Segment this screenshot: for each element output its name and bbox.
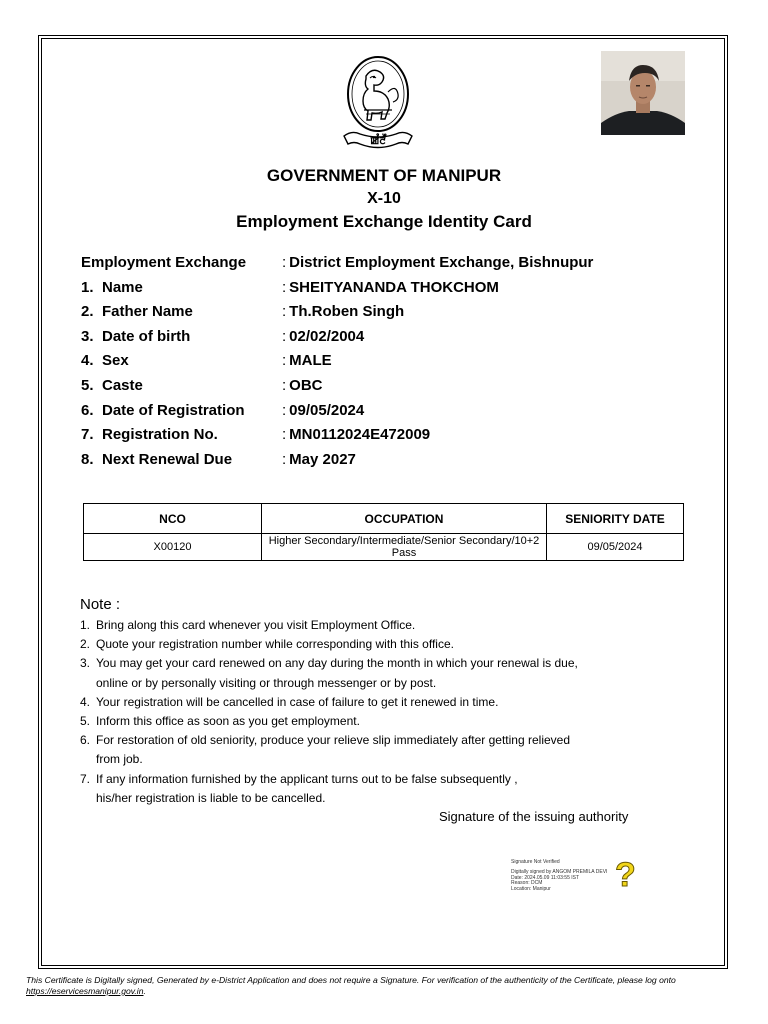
list-item bbox=[80, 693, 680, 712]
government-heading: GOVERNMENT OF MANIPUR bbox=[266, 166, 502, 185]
item-text-continued: online or by personally visiting or through messenger or by post. bbox=[96, 675, 437, 690]
field-label: Employment Exchange bbox=[81, 254, 247, 271]
field-value: MN0112024E472009 bbox=[289, 426, 431, 444]
field-name bbox=[81, 279, 721, 304]
cell-seniority-date: 09/05/2024 bbox=[547, 534, 684, 561]
signature-detail: Location: Manipur bbox=[511, 886, 551, 893]
details-list bbox=[81, 254, 721, 475]
signature-detail: Reason: DCM bbox=[511, 880, 543, 887]
field-number: 5. bbox=[81, 376, 94, 394]
note-list bbox=[80, 616, 680, 808]
cell-occupation: Higher Secondary/Intermediate/Senior Secondary/10+2 Pass bbox=[262, 534, 547, 561]
field-value: SHEITYANANDA THOKCHOM bbox=[289, 278, 499, 296]
field-label: Name bbox=[102, 278, 143, 296]
item-number: 7. bbox=[80, 771, 91, 786]
list-item bbox=[80, 616, 680, 635]
field-label: Registration No. bbox=[102, 426, 218, 444]
field-caste bbox=[81, 377, 721, 402]
field-number: 7. bbox=[81, 426, 94, 444]
signature-authority-label: Signature of the issuing authority bbox=[439, 809, 629, 824]
field-number: 2. bbox=[81, 303, 94, 321]
field-number: 8. bbox=[81, 450, 94, 468]
manipur-emblem-icon bbox=[330, 52, 426, 156]
field-number: 4. bbox=[81, 352, 94, 370]
field-employment-exchange bbox=[81, 254, 721, 279]
field-date-of-registration bbox=[81, 402, 721, 427]
field-colon: : bbox=[282, 376, 287, 394]
card-title: Employment Exchange Identity Card bbox=[236, 212, 532, 231]
field-colon: : bbox=[282, 254, 287, 271]
list-item bbox=[80, 770, 680, 808]
list-item bbox=[80, 635, 680, 654]
item-text: Inform this office as soon as you get employment. bbox=[96, 714, 360, 729]
occupation-table bbox=[83, 503, 684, 561]
question-mark-icon: ? bbox=[615, 856, 636, 894]
item-number: 1. bbox=[80, 618, 91, 632]
table-header-row bbox=[84, 504, 684, 534]
applicant-photo-image bbox=[601, 51, 685, 135]
field-value: 09/05/2024 bbox=[289, 401, 365, 419]
item-text: If any information furnished by the applicant turns out to be false subsequently , bbox=[96, 771, 518, 786]
item-text-continued: from job. bbox=[96, 752, 143, 767]
field-number: 6. bbox=[81, 401, 94, 419]
verification-link[interactable]: https://eservicesmanipur.gov.in bbox=[26, 986, 144, 996]
item-number: 6. bbox=[80, 733, 91, 748]
note-heading: Note : bbox=[80, 596, 121, 613]
field-number: 1. bbox=[81, 278, 94, 296]
field-value: 02/02/2004 bbox=[289, 327, 365, 345]
signature-detail: Date: 2024.05.09 11:03:55 IST bbox=[511, 874, 580, 881]
item-text: You may get your card renewed on any day during the month in which your renewal is due, bbox=[96, 656, 578, 671]
field-value: MALE bbox=[289, 352, 332, 370]
item-number: 3. bbox=[80, 656, 91, 671]
list-item bbox=[80, 731, 680, 769]
list-item bbox=[80, 654, 680, 692]
field-label: Father Name bbox=[102, 303, 193, 321]
field-date-of-birth bbox=[81, 328, 721, 353]
field-colon: : bbox=[282, 401, 287, 419]
field-label: Next Renewal Due bbox=[102, 450, 233, 468]
footer-end: . bbox=[143, 986, 146, 996]
item-text: For restoration of old seniority, produce your relieve slip immediately after getting relieved bbox=[96, 733, 570, 748]
field-colon: : bbox=[282, 352, 287, 370]
signature-status: Signature Not Verified bbox=[511, 859, 560, 865]
column-header-seniority-date: SENIORITY DATE bbox=[547, 504, 684, 534]
digital-signature-block[interactable] bbox=[511, 856, 651, 902]
field-label: Sex bbox=[102, 352, 129, 370]
item-text-continued: his/her registration is liable to be cancelled. bbox=[96, 790, 326, 805]
field-number: 3. bbox=[81, 327, 94, 345]
column-header-occupation: OCCUPATION bbox=[262, 504, 547, 534]
applicant-photo bbox=[601, 51, 685, 135]
footer-disclaimer bbox=[26, 975, 746, 997]
field-label: Date of birth bbox=[102, 327, 191, 345]
field-value: Th.Roben Singh bbox=[289, 303, 405, 321]
footer-text: This Certificate is Digitally signed, Generated by e-District Application and does not require a Signature. For verification of the authenticity of the Certificate, please log onto bbox=[26, 975, 676, 985]
field-colon: : bbox=[282, 303, 287, 321]
item-text: Bring along this card whenever you visit Employment Office. bbox=[96, 618, 416, 632]
field-sex bbox=[81, 352, 721, 377]
item-text: Your registration will be cancelled in case of failure to get it renewed in time. bbox=[96, 694, 499, 709]
item-text: Quote your registration number while corresponding with this office. bbox=[96, 637, 454, 652]
field-colon: : bbox=[282, 450, 287, 468]
field-label: Date of Registration bbox=[102, 401, 245, 419]
field-colon: : bbox=[282, 327, 287, 345]
field-next-renewal-due bbox=[81, 451, 721, 476]
table-row bbox=[84, 534, 684, 561]
column-header-nco: NCO bbox=[84, 504, 262, 534]
item-number: 5. bbox=[80, 714, 91, 729]
field-colon: : bbox=[282, 278, 287, 296]
item-number: 2. bbox=[80, 637, 91, 652]
cell-nco: X00120 bbox=[84, 534, 262, 561]
emblem-motto: ꯀꯪꯂꯩ bbox=[370, 136, 386, 147]
form-code: X-10 bbox=[367, 190, 401, 207]
field-label: Caste bbox=[102, 376, 143, 394]
signature-detail: Digitally signed by ANGOM PREMILA DEVI bbox=[511, 868, 608, 875]
list-item bbox=[80, 712, 680, 731]
field-value: District Employment Exchange, Bishnupur bbox=[289, 254, 594, 271]
field-colon: : bbox=[282, 426, 287, 444]
field-father-name bbox=[81, 303, 721, 328]
field-value: May 2027 bbox=[289, 450, 356, 468]
field-value: OBC bbox=[289, 376, 323, 394]
item-number: 4. bbox=[80, 694, 91, 709]
field-registration-no bbox=[81, 426, 721, 451]
